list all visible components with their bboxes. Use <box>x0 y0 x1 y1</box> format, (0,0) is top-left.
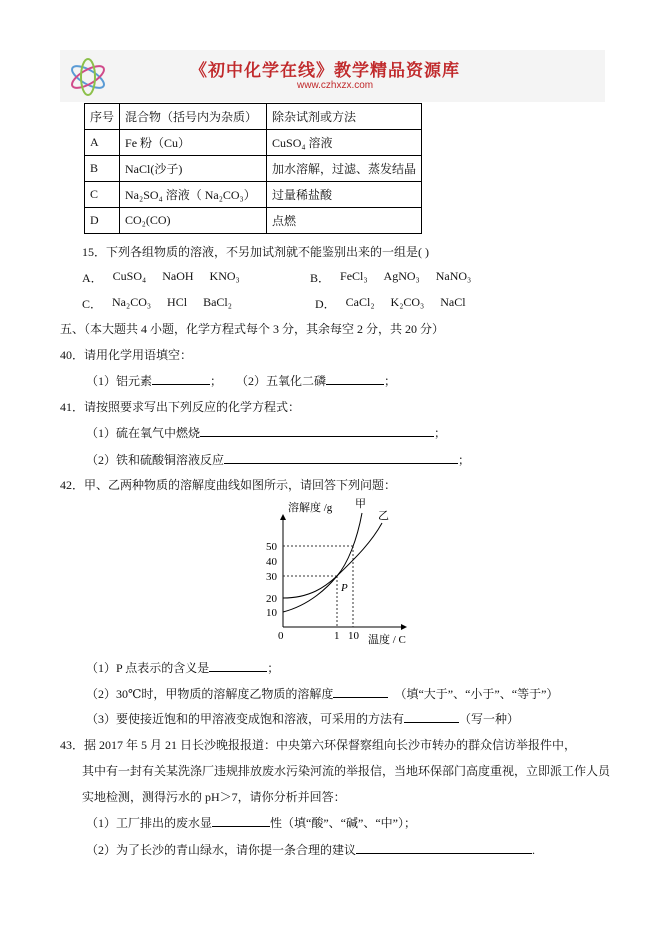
table-cell: A <box>85 130 120 156</box>
point-p-label: P <box>341 582 348 594</box>
atom-logo-icon <box>66 56 110 98</box>
part-label: （1）工厂排出的废水显 <box>86 816 213 830</box>
answer-blank[interactable] <box>333 685 388 698</box>
part-label: （1）铝元素 <box>86 374 153 388</box>
part-label: （1）硫在氧气中燃烧 <box>86 426 201 440</box>
answer-blank[interactable] <box>224 451 458 464</box>
q42-part1 <box>86 659 279 676</box>
option-item: HCl <box>167 295 188 309</box>
option-item: CuSO₄ <box>112 269 147 283</box>
table-cell: B <box>85 156 120 182</box>
section-5-heading: 五、（本大题共 4 小题，化学方程式每个 3 分，其余每空 2 分，共 20 分） <box>60 322 445 336</box>
hint: 性（填“酸”、“碱”、“中”）； <box>270 816 416 830</box>
site-title: 《初中化学在线》教学精品资源库 <box>190 61 460 80</box>
punct: . <box>532 843 536 857</box>
q15-option-c <box>82 295 248 312</box>
q41-part2 <box>86 451 470 468</box>
site-url: www.czhxzx.com <box>297 80 374 91</box>
q15-option-a-label: A． <box>82 271 103 285</box>
part-label: （2）为了长沙的青山绿水，请你提一条合理的建议 <box>86 843 357 857</box>
table-cell: 过量稀盐酸 <box>267 182 422 208</box>
part-label: （3）要使接近饱和的甲溶液变成饱和溶液，可采用的方法有 <box>86 712 405 726</box>
answer-blank[interactable] <box>152 372 210 385</box>
header-cell: 除杂试剂或方法 <box>267 104 422 130</box>
answer-blank[interactable] <box>209 659 267 672</box>
option-item: K₂CO₃ <box>390 295 425 309</box>
option-item: NaNO₃ <box>435 269 472 283</box>
punct: ； <box>434 426 447 440</box>
table-cell: 点燃 <box>267 208 422 234</box>
part-label: （2）铁和硫酸铜溶液反应 <box>86 453 225 467</box>
table-row <box>85 130 422 156</box>
q15-option-c-label: C． <box>82 297 103 311</box>
option-item: CaCl₂ <box>345 295 375 309</box>
q15-option-a <box>82 269 256 286</box>
x-tick: 0 <box>278 630 284 642</box>
q15-option-b <box>310 269 487 286</box>
table-row <box>85 208 422 234</box>
curve-yi <box>283 523 382 598</box>
option-item: NaOH <box>162 269 194 283</box>
part-label: （2）五氧化二磷 <box>236 374 327 388</box>
q40-part2 <box>236 372 396 389</box>
q40-stem: 40．请用化学用语填空： <box>60 348 193 362</box>
table-row <box>85 182 422 208</box>
q43-line3: 实地检测，测得污水的 pH＞7，请你分析并回答： <box>82 790 346 804</box>
punct: ； <box>458 453 471 467</box>
table-cell: NaCl(沙子) <box>120 156 267 182</box>
header-banner <box>60 50 605 102</box>
solubility-chart <box>260 495 420 645</box>
q42-stem: 42．甲、乙两种物质的溶解度曲线如图所示，请回答下列问题： <box>60 478 397 492</box>
table-row <box>85 156 422 182</box>
header-cell: 序号 <box>85 104 120 130</box>
table-cell: CO₂(CO) <box>120 208 267 234</box>
answer-blank[interactable] <box>326 372 384 385</box>
series-label-yi: 乙 <box>378 510 389 522</box>
part-label: （2）30℃时，甲物质的溶解度乙物质的溶解度 <box>86 687 334 701</box>
impurity-table <box>84 103 422 234</box>
punct: ； <box>384 374 397 388</box>
option-item: FeCl₃ <box>340 269 368 283</box>
answer-blank[interactable] <box>404 710 459 723</box>
hint: （填“大于”、“小于”、“等于”） <box>394 687 559 701</box>
q43-part2 <box>86 841 535 858</box>
punct: ； <box>210 374 223 388</box>
q40-part1 <box>86 372 222 389</box>
q43-line2: 其中有一封有关某洗涤厂违规排放废水污染河流的举报信，当地环保部门高度重视，立即派工作人员 <box>82 764 611 778</box>
y-tick: 20 <box>266 593 277 605</box>
answer-blank[interactable] <box>200 424 434 437</box>
table-cell: 加水溶解，过滤、蒸发结晶 <box>267 156 422 182</box>
q42-part2 <box>86 685 558 702</box>
series-label-jia: 甲 <box>355 498 366 510</box>
answer-blank[interactable] <box>356 841 532 854</box>
q43-line1: 43．据 2017 年 5 月 21 日长沙晚报报道：中央第六环保督察组向长沙市转办的群众信访举报件中， <box>60 738 577 752</box>
q41-part1 <box>86 424 446 441</box>
option-item: BaCl₂ <box>203 295 232 309</box>
y-tick: 40 <box>266 556 277 568</box>
table-cell: D <box>85 208 120 234</box>
table-cell: Fe 粉（Cu） <box>120 130 267 156</box>
answer-blank[interactable] <box>212 814 270 827</box>
table-cell: CuSO₄ 溶液 <box>267 130 422 156</box>
header-cell: 混合物（括号内为杂质） <box>120 104 267 130</box>
q41-stem: 41．请按照要求写出下列反应的化学方程式： <box>60 400 301 414</box>
punct: ； <box>267 661 280 675</box>
y-tick: 10 <box>266 607 277 619</box>
x-tick: 10 <box>348 630 359 642</box>
option-item: Na₂CO₃ <box>112 295 152 309</box>
table-header-row <box>85 104 422 130</box>
q15-option-d-label: D． <box>315 297 336 311</box>
y-axis-label: 溶解度 /g <box>288 502 333 514</box>
y-tick: 50 <box>266 541 277 553</box>
q15-option-d <box>315 295 482 312</box>
option-item: AgNO₃ <box>383 269 420 283</box>
x-axis-label: 温度 / C <box>368 634 406 646</box>
q15-stem: 15．下列各组物质的溶液，不另加试剂就不能鉴别出来的一组是( ) <box>82 245 429 259</box>
part-label: （1）P 点表示的含义是 <box>86 661 210 675</box>
hint: （写一种） <box>459 712 520 726</box>
option-item: NaCl <box>440 295 466 309</box>
q42-part3 <box>86 710 519 727</box>
x-tick: 1 <box>334 630 340 642</box>
table-cell: Na₂SO₄ 溶液（ Na₂CO₃） <box>120 182 267 208</box>
y-tick: 30 <box>266 571 277 583</box>
q15-option-b-label: B． <box>310 271 331 285</box>
option-item: KNO₃ <box>209 269 240 283</box>
table-cell: C <box>85 182 120 208</box>
q43-part1 <box>86 814 416 831</box>
